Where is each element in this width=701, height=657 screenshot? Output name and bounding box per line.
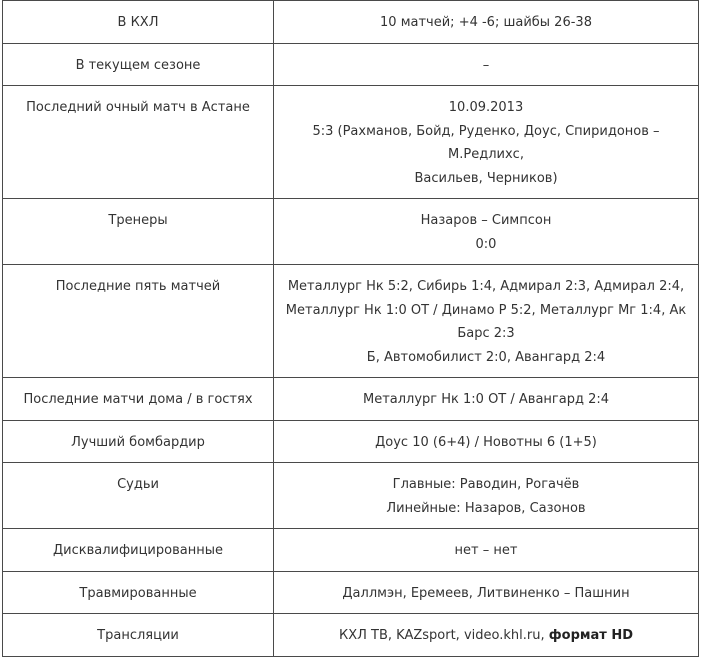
table-row <box>3 378 699 421</box>
table-row <box>3 529 699 572</box>
table-row <box>3 463 699 529</box>
value-line: Васильев, Черников) <box>414 170 558 186</box>
value-line: Доус 10 (6+4) / Новотны 6 (1+5) <box>375 434 597 450</box>
row-label: Последний очный матч в Астане <box>3 86 274 199</box>
value-line: Б, Автомобилист 2:0, Авангард 2:4 <box>366 349 606 365</box>
row-value <box>274 571 699 614</box>
table-row <box>3 86 699 199</box>
value-line: 10 матчей; +4 -6; шайбы 26-38 <box>380 15 592 30</box>
row-label: Тренеры <box>3 199 274 265</box>
value-line: Металлург Нк 5:2, Сибирь 1:4, Адмирал 2:3, Адмирал 2:4, <box>287 279 685 294</box>
table-row <box>3 199 699 265</box>
row-label: Последние матчи дома / в гостях <box>3 378 274 421</box>
broadcast-format: формат HD <box>548 628 633 643</box>
row-label: В текущем сезоне <box>3 43 274 86</box>
row-label: Дисквалифицированные <box>3 529 274 572</box>
table-row <box>3 614 699 657</box>
match-preview-table <box>2 0 699 657</box>
row-value <box>274 614 699 657</box>
row-value <box>274 43 699 86</box>
value-line: – <box>482 57 490 73</box>
row-value <box>274 265 699 378</box>
row-label: В КХЛ <box>3 1 274 44</box>
row-value <box>274 529 699 572</box>
row-value <box>274 86 699 199</box>
table-row <box>3 1 699 44</box>
value-line: Главные: Раводин, Рогачёв <box>392 477 580 492</box>
value-line: 10.09.2013 <box>448 100 524 115</box>
row-value <box>274 199 699 265</box>
row-value <box>274 378 699 421</box>
value-line: 0:0 <box>475 236 497 252</box>
table-row <box>3 265 699 378</box>
value-line: Металлург Нк 1:0 ОТ / Динамо Р 5:2, Металлург Мг 1:4, Ак Барс 2:3 <box>285 302 687 341</box>
row-label: Судьи <box>3 463 274 529</box>
broadcast-channels: КХЛ ТВ, KAZsport, video.khl.ru, <box>339 628 549 643</box>
row-label: Лучший бомбардир <box>3 420 274 463</box>
table-row <box>3 43 699 86</box>
value-line: 5:3 (Рахманов, Бойд, Руденко, Доус, Спиридонов – М.Редлихс, <box>312 123 660 162</box>
row-value <box>274 420 699 463</box>
row-label: Последние пять матчей <box>3 265 274 378</box>
value-line: Даллмэн, Еремеев, Литвиненко – Пашнин <box>342 585 630 601</box>
table-row <box>3 420 699 463</box>
value-line: Линейные: Назаров, Сазонов <box>386 500 586 516</box>
row-value <box>274 1 699 44</box>
value-line: Назаров – Симпсон <box>420 213 552 228</box>
row-label: Травмированные <box>3 571 274 614</box>
value-line: Металлург Нк 1:0 ОТ / Авангард 2:4 <box>362 392 610 407</box>
table-row <box>3 571 699 614</box>
row-value <box>274 463 699 529</box>
value-line: нет – нет <box>454 543 518 558</box>
broadcast-line <box>278 624 694 648</box>
row-label: Трансляции <box>3 614 274 657</box>
